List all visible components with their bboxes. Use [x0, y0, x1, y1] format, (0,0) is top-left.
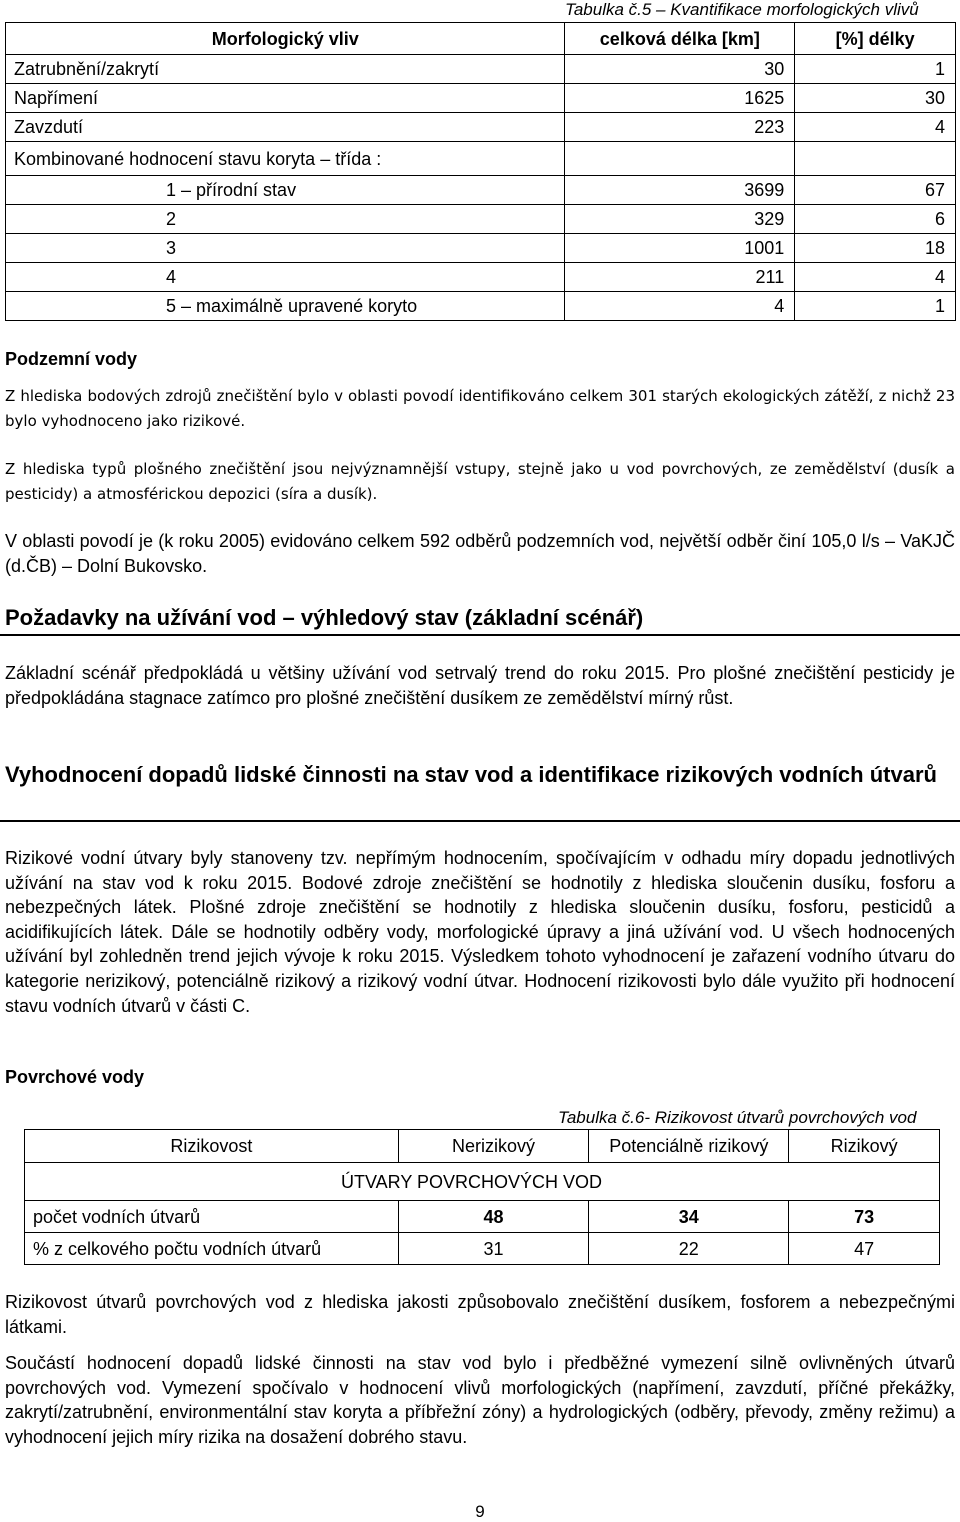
percent-cell: 6	[795, 205, 956, 234]
groundwater-paragraph-2: Z hlediska typů plošného znečištění jsou nejvýznamnější vstupy, stejně jako u vod povrchových, ze zemědělství (dusík a pesticidy) a atmosférickou depozici (síra a dusík).	[5, 460, 955, 503]
class-label: 4	[6, 263, 565, 292]
row-label: Napřímení	[6, 84, 565, 113]
table-row	[6, 292, 956, 321]
page-number: 9	[475, 1502, 485, 1521]
class-label: 2	[6, 205, 565, 234]
table-row	[6, 176, 956, 205]
heading-rule	[0, 820, 960, 822]
header-cell: Potenciálně rizikový	[589, 1130, 789, 1163]
requirements-heading: Požadavky na užívání vod – výhledový stav (základní scénář)	[5, 605, 644, 630]
length-cell: 223	[565, 113, 795, 142]
heading-rule	[0, 634, 960, 636]
groundwater-heading: Podzemní vody	[5, 349, 138, 369]
class-label: 5 – maximálně upravené koryto	[6, 292, 565, 321]
morphology-table	[5, 22, 956, 321]
groundwater-paragraph-1: Z hlediska bodových zdrojů znečištění bylo v oblasti povodí identifikováno celkem 301 starých ekologických zátěží, z nichž 23 bylo vyhodnoceno jako rizikové.	[5, 387, 955, 430]
percent-cell: 18	[795, 234, 956, 263]
risk-table	[24, 1129, 940, 1265]
table-row	[6, 84, 956, 113]
header-cell: Rizikový	[789, 1130, 940, 1163]
percent-cell: 30	[795, 84, 956, 113]
length-cell: 1001	[565, 234, 795, 263]
percent-cell: 1	[795, 292, 956, 321]
table-row	[6, 263, 956, 292]
closing-paragraph-1: Rizikovost útvarů povrchových vod z hlediska jakosti způsobovalo znečištění dusíkem, fosforem a nebezpečnými látkami.	[5, 1292, 955, 1337]
table-row	[25, 1233, 940, 1265]
class-label: 3	[6, 234, 565, 263]
surface-water-heading: Povrchové vody	[5, 1067, 145, 1087]
row-label: Zatrubnění/zakrytí	[6, 55, 565, 84]
header-cell: Rizikovost	[25, 1130, 399, 1163]
length-cell: 211	[565, 263, 795, 292]
table-row	[6, 55, 956, 84]
requirements-paragraph: Základní scénář předpokládá u většiny užívání vod setrvalý trend do roku 2015. Pro plošné znečištění pesticidy je předpokládána stagnace zatímco pro plošné znečištění dusíkem ze zemědělství mírný růst.	[5, 663, 955, 708]
header-cell: Nerizikový	[398, 1130, 589, 1163]
table-row	[6, 142, 956, 176]
header-cell: celková délka [km]	[565, 23, 795, 55]
percent-cell: 4	[795, 263, 956, 292]
table-row	[6, 234, 956, 263]
table-header-row	[6, 23, 956, 55]
row-label: % z celkového počtu vodních útvarů	[25, 1233, 399, 1265]
length-cell: 329	[565, 205, 795, 234]
value-cell: 31	[398, 1233, 589, 1265]
impact-heading: Vyhodnocení dopadů lidské činnosti na stav vod a identifikace rizikových vodních útvarů	[5, 762, 937, 787]
group-label: ÚTVARY POVRCHOVÝCH VOD	[25, 1163, 940, 1201]
header-cell: [%] délky	[795, 23, 956, 55]
class-label: 1 – přírodní stav	[6, 176, 565, 205]
length-cell: 1625	[565, 84, 795, 113]
header-cell: Morfologický vliv	[6, 23, 565, 55]
percent-cell: 1	[795, 55, 956, 84]
impact-paragraph: Rizikové vodní útvary byly stanoveny tzv. nepřímým hodnocením, spočívajícím v odhadu míry dopadu jednotlivých užívání na stav vod k roku 2015. Bodové zdroje znečištění se hodnotily z hlediska sloučenin dusíku, fosforu a nebezpečných látek. Plošné zdroje znečištění se hodnotily z hlediska sloučenin dusíku, fosforu, pesticidů a acidifikujících látek. Dále se hodnotily odběry vody, morfologické úpravy a jiná užívání vod. U všech hodnocených užívání byl zohledněn trend jejich vývoje k roku 2015. Výsledkem tohoto vyhodnocení je zařazení vodního útvaru do kategorie nerizikový, potenciálně rizikový a rizikový vodní útvar. Hodnocení rizikovosti bylo dále využito při hodnocení stavu vodních útvarů v části C.	[5, 848, 955, 1016]
table-group-row	[25, 1163, 940, 1201]
length-cell: 4	[565, 292, 795, 321]
table-header-row	[25, 1130, 940, 1163]
table-row	[6, 205, 956, 234]
value-cell: 47	[789, 1233, 940, 1265]
length-cell: 30	[565, 55, 795, 84]
table-row	[25, 1201, 940, 1233]
value-cell: 22	[589, 1233, 789, 1265]
table5-caption: Tabulka č.5 – Kvantifikace morfologických vlivů	[565, 0, 919, 19]
row-label: Zavzdutí	[6, 113, 565, 142]
value-cell: 48	[398, 1201, 589, 1233]
percent-cell: 67	[795, 176, 956, 205]
closing-paragraph-2: Součástí hodnocení dopadů lidské činnosti na stav vod bylo i předběžné vymezení silně ovlivněných útvarů povrchových vod. Vymezení spočívalo v hodnocení vlivů morfologických (napřímení, zavzdutí, příčné překážky, zakrytí/zatrubnění, environmentální stav koryta a příbřežní zóny) a hydrologických (odběry, převody, změny režimu) a vyhodnocení jejich míry rizika na dosažení dobrého stavu.	[5, 1353, 955, 1447]
value-cell: 73	[789, 1201, 940, 1233]
combined-label: Kombinované hodnocení stavu koryta – třída :	[6, 142, 565, 176]
value-cell: 34	[589, 1201, 789, 1233]
length-cell: 3699	[565, 176, 795, 205]
table6-caption: Tabulka č.6- Rizikovost útvarů povrchových vod	[558, 1108, 917, 1127]
groundwater-paragraph-3: V oblasti povodí je (k roku 2005) evidováno celkem 592 odběrů podzemních vod, největší odběr činí 105,0 l/s – VaKJČ (d.ČB) – Dolní Bukovsko.	[5, 531, 955, 576]
row-label: počet vodních útvarů	[25, 1201, 399, 1233]
percent-cell: 4	[795, 113, 956, 142]
table-row	[6, 113, 956, 142]
